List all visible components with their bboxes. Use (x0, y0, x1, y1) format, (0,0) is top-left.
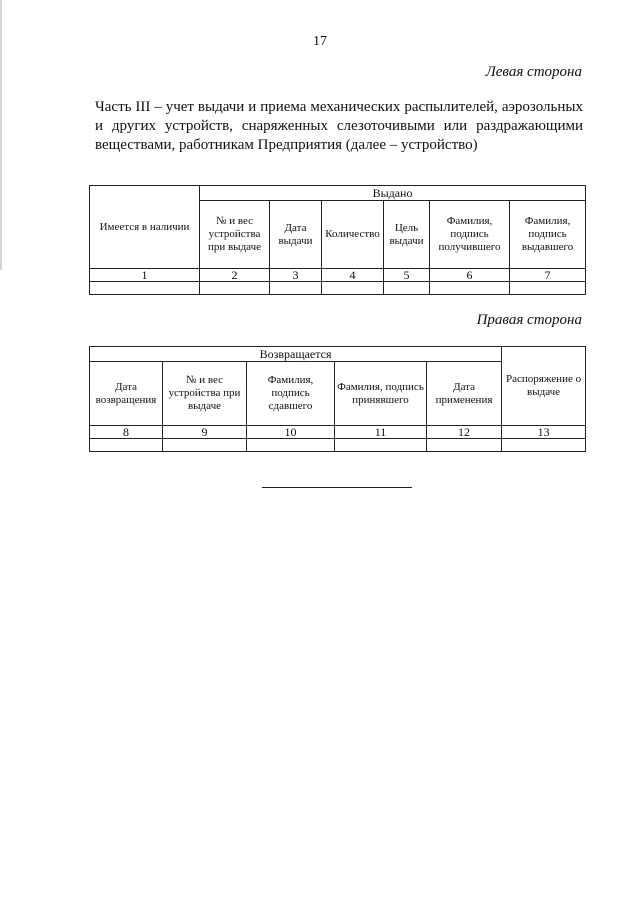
issued-table (89, 185, 586, 295)
header-issue-date: Дата выдачи (270, 201, 322, 269)
empty-cell (270, 282, 322, 295)
column-number: 7 (510, 269, 586, 282)
column-number: 11 (335, 426, 427, 439)
header-returner-signature: Фамилия, подпись сдавшего (247, 362, 335, 426)
right-side-label: Правая сторона (476, 312, 582, 328)
header-receiver-signature: Фамилия, подпись получившего (430, 201, 510, 269)
empty-cell (502, 439, 586, 452)
header-acceptor-signature: Фамилия, подпись принявшего (335, 362, 427, 426)
section-intro: Часть III – учет выдачи и приема механических распылителей, аэрозольных и других устройств, снаряженных слезоточивыми или раздражающими веществами, работникам Предприятия (далее – устройство) (95, 99, 583, 153)
empty-cell (90, 439, 163, 452)
column-number: 2 (200, 269, 270, 282)
header-returned-group: Возвращается (90, 347, 502, 362)
end-separator-line (262, 487, 412, 488)
header-available: Имеется в наличии (90, 186, 200, 269)
empty-cell (90, 282, 200, 295)
page-number: 17 (313, 34, 327, 49)
empty-entry-row (90, 439, 586, 452)
empty-cell (322, 282, 384, 295)
column-number: 10 (247, 426, 335, 439)
empty-cell (163, 439, 247, 452)
header-issued-group: Выдано (200, 186, 586, 201)
empty-cell (430, 282, 510, 295)
header-device-number-weight: № и вес устройства при выдаче (200, 201, 270, 269)
header-issue-order: Распоряжение о выдаче (502, 347, 586, 426)
empty-cell (200, 282, 270, 295)
header-use-date: Дата применения (427, 362, 502, 426)
column-number: 5 (384, 269, 430, 282)
column-number: 13 (502, 426, 586, 439)
empty-cell (384, 282, 430, 295)
header-issuer-signature: Фамилия, подпись выдавшего (510, 201, 586, 269)
column-number-row (90, 269, 586, 282)
empty-cell (247, 439, 335, 452)
column-number: 8 (90, 426, 163, 439)
column-number: 12 (427, 426, 502, 439)
column-number: 4 (322, 269, 384, 282)
empty-cell (427, 439, 502, 452)
column-number: 3 (270, 269, 322, 282)
header-return-date: Дата возвращения (90, 362, 163, 426)
header-quantity: Количество (322, 201, 384, 269)
left-side-label: Левая сторона (485, 64, 582, 80)
empty-cell (510, 282, 586, 295)
column-number: 1 (90, 269, 200, 282)
returned-table (89, 346, 586, 452)
header-device-number-weight: № и вес устройства при выдаче (163, 362, 247, 426)
header-issue-purpose: Цель выдачи (384, 201, 430, 269)
column-number-row (90, 426, 586, 439)
empty-entry-row (90, 282, 586, 295)
column-number: 9 (163, 426, 247, 439)
column-number: 6 (430, 269, 510, 282)
empty-cell (335, 439, 427, 452)
